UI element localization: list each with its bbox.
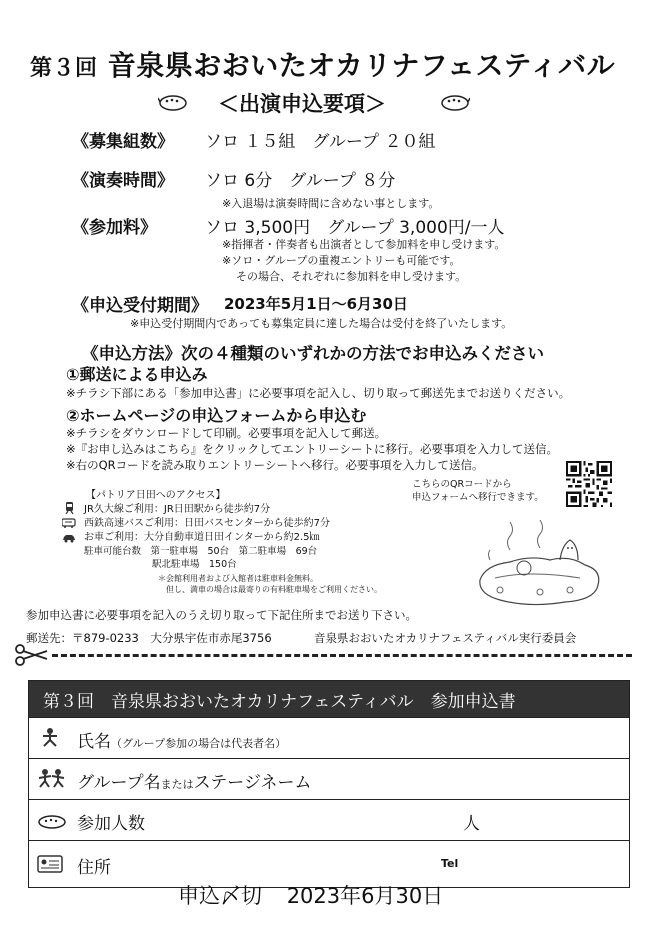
participant-count-field[interactable] xyxy=(29,800,630,841)
access-parking: 駐車可能台数 第一駐車場 50台 第二駐車場 69台 xyxy=(84,546,318,557)
method2-note: ※チラシをダウンロードして印刷。必要事項を記入して郵送。 xyxy=(66,426,387,440)
hot-spring-illustration xyxy=(470,520,610,610)
time-value: ソロ 6分 グループ ８分 xyxy=(205,171,396,191)
ocarina-icon xyxy=(37,813,67,829)
method-heading: 《申込方法》次の４種類のいずれかの方法でお申込みください xyxy=(82,344,544,363)
period-label: 《申込受付期間》 xyxy=(72,296,208,316)
access-heading: 【パトリア日田へのアクセス】 xyxy=(86,490,226,501)
deadline-date: 2023年6月30日 xyxy=(286,884,444,908)
address-label: 住所 xyxy=(77,858,111,878)
time-label: 《演奏時間》 xyxy=(72,171,174,191)
name-field[interactable] xyxy=(29,718,630,759)
form-header: 第３回 音泉県おおいたオカリナフェスティバル 参加申込書 xyxy=(29,681,630,718)
group-name-field[interactable] xyxy=(29,759,630,800)
groups-value: ソロ １５組 グループ ２０組 xyxy=(205,132,436,152)
deadline-label: 申込〆切 xyxy=(178,884,262,908)
time-note: ※入退場は演奏時間に含めない事とします。 xyxy=(222,197,440,210)
mailing-instruction: 参加申込書に必要事項を記入のうえ切り取って下記住所までお送り下さい。 xyxy=(26,608,417,622)
group-icon xyxy=(37,768,67,790)
name-hint: （グループ参加の場合は代表者名） xyxy=(111,737,287,750)
bus-icon xyxy=(62,518,76,528)
train-icon xyxy=(64,502,75,514)
group-label: グループ名 xyxy=(77,773,161,793)
count-label: 参加人数 xyxy=(77,814,145,834)
fee-note: ※指揮者・伴奏者も出演者として参加料を申し受けます。 xyxy=(222,238,506,251)
groups-label: 《募集組数》 xyxy=(72,132,174,152)
ocarina-icon xyxy=(158,92,188,112)
title-main: 音泉県おおいたオカリナフェスティバル xyxy=(107,49,616,82)
method1-note: ※チラシ下部にある「参加申込書」に必要事項を記入し、切り取って郵送先までお送りください。 xyxy=(66,386,571,400)
mailing-committee: 音泉県おおいたオカリナフェスティバル実行委員会 xyxy=(314,631,577,645)
name-label: 氏名 xyxy=(77,732,111,752)
method2-note: ※右のQRコードを読み取りエントリーシートへ移行。必要事項を入力して送信。 xyxy=(66,458,484,472)
car-icon xyxy=(62,533,76,543)
page-subtitle: ＜出演申込要項＞ xyxy=(218,92,386,116)
fee-value: ソロ 3,500円 グループ 3,000円/一人 xyxy=(205,218,505,238)
mailing-address: 郵送先：〒879-0233 大分県宇佐市赤尾3756 xyxy=(26,631,272,645)
qr-caption: こちらのQRコードから xyxy=(412,479,512,490)
address-card-icon xyxy=(37,855,63,873)
parking-note: ＊会館利用者および入館者は駐車料金無料。 xyxy=(158,574,318,583)
method2-title: ②ホームページの申込フォームから申込む xyxy=(66,406,367,425)
scissors-icon xyxy=(14,644,48,666)
group-label-or: または xyxy=(160,778,194,791)
page-title xyxy=(30,44,615,84)
fee-note: その場合、それぞれに参加料を申し受けます。 xyxy=(236,270,467,283)
deadline xyxy=(178,880,443,910)
fee-note: ※ソロ・グループの重複エントリーも可能です。 xyxy=(222,254,461,267)
fee-label: 《参加料》 xyxy=(72,218,157,238)
access-parking: 駅北駐車場 150台 xyxy=(152,559,237,570)
cut-line xyxy=(52,654,632,657)
qr-code[interactable] xyxy=(566,461,612,507)
method2-note: ※『お申し込みはこちら』をクリックしてエントリーシートに移行。必要事項を入力して送信。 xyxy=(66,442,558,456)
parking-note: 但し、満車の場合は最寄りの有料駐車場をご利用ください。 xyxy=(166,585,382,594)
qr-caption: 申込フォームへ移行できます。 xyxy=(412,492,544,503)
access-bus: 西鉄高速バスご利用：日田バスセンターから徒歩約7分 xyxy=(84,518,330,529)
application-form xyxy=(28,680,630,888)
period-note: ※申込受付期間内であっても募集定員に達した場合は受付を終了いたします。 xyxy=(130,317,513,330)
method1-title: ①郵送による申込み xyxy=(66,365,208,384)
count-unit: 人 xyxy=(463,814,480,834)
title-number: 第３回 xyxy=(30,56,98,81)
access-car: お車ご利用：大分自動車道日田インターから約2.5㎞ xyxy=(84,532,320,543)
tel-label: Tel xyxy=(441,857,459,870)
access-train: JR久大線ご利用：JR日田駅から徒歩約7分 xyxy=(84,504,271,515)
ocarina-icon xyxy=(440,92,470,112)
stage-name-label: ステージネーム xyxy=(193,773,312,793)
period-value: 2023年5月1日〜6月30日 xyxy=(224,295,408,313)
person-icon xyxy=(37,727,63,747)
